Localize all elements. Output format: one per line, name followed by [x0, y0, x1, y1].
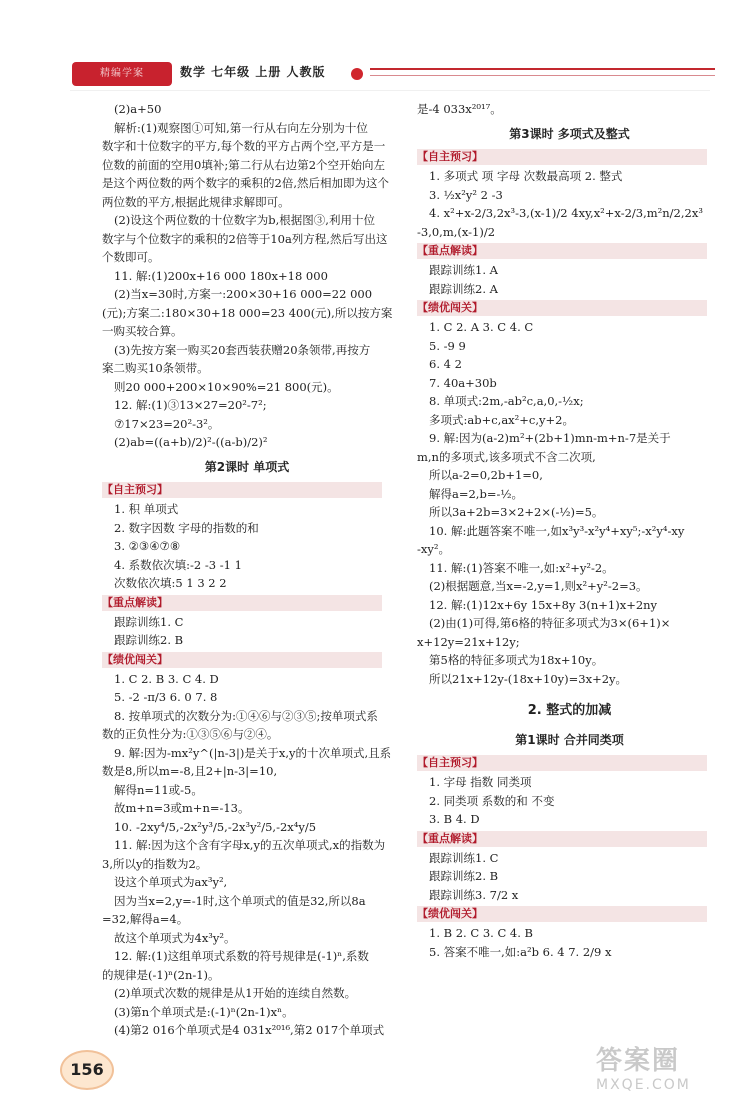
answer-line: 8. 单项式:2m,-ab²c,a,0,-½x; — [429, 394, 584, 408]
answer-line: (3)第n个单项式是:(-1)ⁿ(2n-1)xⁿ。 — [114, 1004, 294, 1019]
answer-line: 跟踪训练1. A — [429, 263, 498, 277]
answer-line: 1. C 2. B 3. C 4. D — [114, 671, 219, 686]
answer-line: 1. 字母 指数 同类项 — [429, 775, 532, 789]
answer-line: 3. ②③④⑦⑧ — [114, 539, 181, 553]
answer-line: 11. 解:(1)200x+16 000 180x+18 000 — [114, 268, 328, 283]
section-heading: 第1课时 合并同类项 — [515, 732, 624, 747]
section-label: 【绩优闯关】 — [102, 652, 382, 668]
answer-line: 12. 解:(1)12x+6y 15x+8y 3(n+1)x+2ny — [429, 597, 658, 612]
answer-line: 是-4 033x²⁰¹⁷。 — [417, 102, 502, 116]
answer-line: 次数依次填:5 1 3 2 2 — [114, 576, 227, 590]
answer-line: 跟踪训练2. B — [114, 633, 184, 647]
section-label: 【绩优闯关】 — [417, 300, 707, 316]
answer-line: 5. 答案不唯一,如:a²b 6. 4 7. 2/9 x — [429, 944, 612, 959]
answer-line: ⑦17×23=20²-3²。 — [114, 416, 220, 431]
answer-line: 2. 同类项 系数的和 不变 — [429, 793, 555, 808]
section-heading: 第3课时 多项式及整式 — [509, 126, 630, 141]
answer-line: 故m+n=3或m+n=-13。 — [114, 801, 250, 815]
answer-line: 则20 000+200×10×90%=21 800(元)。 — [114, 379, 339, 394]
answer-line: 10. 解:此题答案不唯一,如x³y³-x²y⁴+xy⁵;-x²y⁴-xy — [429, 523, 685, 538]
answer-line: 位数的前面的空用0填补;第二行从右边第2个空开始向左 — [102, 157, 386, 172]
answer-line: 6. 4 2 — [429, 357, 462, 371]
right-column — [417, 100, 722, 961]
section-label: 【重点解读】 — [417, 831, 707, 847]
answer-line: 故这个单项式为4x³y²。 — [114, 930, 236, 945]
answer-line: 11. 解:(1)答案不唯一,如:x²+y²-2。 — [429, 560, 614, 575]
answer-line: 解得a=2,b=-½。 — [429, 486, 523, 501]
watermark-logo: 答案圈 — [596, 1046, 681, 1076]
answer-line: (2)ab=((a+b)/2)²-((a-b)/2)² — [114, 435, 268, 449]
answer-line: 9. 解:因为(a-2)m²+(2b+1)mn-m+n-7是关于 — [429, 431, 671, 445]
header-rule-thin — [370, 75, 715, 76]
section-label: 【重点解读】 — [102, 595, 382, 611]
section-heading: 第2课时 单项式 — [204, 459, 290, 474]
answer-line: 数是8,所以m=-8,且2+|n-3|=10, — [102, 764, 278, 778]
answer-line: 所以a-2=0,2b+1=0, — [429, 468, 543, 482]
answer-line: (2)当x=30时,方案一:200×30+16 000=22 000 — [114, 287, 373, 301]
answer-line: (2)单项式次数的规律是从1开始的连续自然数。 — [114, 986, 357, 1000]
answer-line: 数的正负性分为:①③⑤⑥与②④。 — [102, 727, 279, 741]
answer-line: (元);方案二:180×30+18 000=23 400(元),所以按方案 — [102, 305, 393, 320]
answer-line: 所以3a+2b=3×2+2×(-½)=5。 — [429, 505, 604, 519]
watermark-url: MXQE.COM — [596, 1077, 691, 1093]
answer-line: 案二购买10条领带。 — [102, 361, 209, 375]
answer-line: 4. 系数依次填:-2 -3 -1 1 — [114, 557, 242, 572]
answer-line: (2)根据题意,当x=-2,y=1,则x²+y²-2=3。 — [429, 579, 648, 593]
answer-line: 5. -9 9 — [429, 338, 466, 353]
book-title: 数学 七年级 上册 人教版 — [180, 65, 326, 79]
answer-line: 数字与个位数字的乘积的2倍等于10a列方程,然后写出这 — [102, 231, 388, 246]
answer-line: -xy²。 — [417, 542, 450, 556]
section-heading: 2. 整式的加减 — [527, 703, 612, 718]
watermark — [596, 1040, 736, 1100]
left-column — [102, 100, 392, 1040]
answer-line: 12. 解:(1)③13×27=20²-7²; — [114, 398, 267, 412]
answer-line: 的规律是(-1)ⁿ(2n-1)。 — [102, 967, 220, 982]
answer-line: 3. B 4. D — [429, 812, 480, 826]
answer-line: 个数即可。 — [102, 250, 160, 264]
answer-line: 两位数的平方,根据此规律求解即可。 — [102, 194, 290, 209]
section-label: 【自主预习】 — [417, 149, 707, 165]
answer-line: 解析:(1)观察图①可知,第一行从右向左分别为十位 — [114, 120, 368, 135]
answer-line: 4. x²+x-2/3,2x³-3,(x-1)/2 4xy,x²+x-2/3,m²n/2,2x³ — [429, 206, 703, 220]
answer-line: 3. ½x²y² 2 -3 — [429, 187, 503, 202]
answer-line: 3,所以y的指数为2。 — [102, 856, 208, 871]
answer-line: 数字和十位数字的平方,每个数的平方占两个空,平方是一 — [102, 139, 386, 153]
header-dot — [351, 68, 363, 80]
section-label: 【重点解读】 — [417, 243, 707, 259]
section-label: 【绩优闯关】 — [417, 906, 707, 922]
answer-line: m,n的多项式,该多项式不含二次项, — [417, 449, 596, 464]
answer-line: (4)第2 016个单项式是4 031x²⁰¹⁶,第2 017个单项式 — [114, 1023, 385, 1037]
answer-line: -3,0,m,(x-1)/2 — [417, 224, 496, 239]
answer-line: =32,解得a=4。 — [102, 912, 189, 926]
answer-line: 跟踪训练1. C — [429, 850, 499, 865]
divider — [70, 90, 710, 91]
answer-line: 设这个单项式为ax³y², — [114, 875, 228, 889]
section-label: 【自主预习】 — [102, 482, 382, 498]
answer-line: 跟踪训练2. A — [429, 281, 498, 296]
answer-line: 所以21x+12y-(18x+10y)=3x+2y。 — [429, 671, 628, 686]
answer-line: 1. B 2. C 3. C 4. B — [429, 926, 533, 940]
answer-line: 12. 解:(1)这组单项式系数的符号规律是(-1)ⁿ,系数 — [114, 949, 369, 963]
answer-line: 多项式:ab+c,ax²+c,y+2。 — [429, 412, 574, 427]
answer-line: 1. 多项式 项 字母 次数最高项 2. 整式 — [429, 169, 623, 183]
answer-line: 跟踪训练3. 7/2 x — [429, 887, 519, 902]
answer-line: 10. -2xy⁴/5,-2x²y³/5,-2x³y²/5,-2x⁴y/5 — [114, 819, 317, 834]
answer-line: (2)由(1)可得,第6格的特征多项式为3×(6+1)× — [429, 616, 671, 630]
answer-line: x+12y=21x+12y; — [417, 634, 520, 649]
header-rule — [370, 68, 715, 70]
answer-line: (2)a+50 — [114, 102, 162, 116]
answer-line: (3)先按方案一购买20套西装获赠20条领带,再按方 — [114, 342, 371, 357]
answer-line: 11. 解:因为这个含有字母x,y的五次单项式,x的指数为 — [114, 838, 386, 852]
answer-line: 跟踪训练2. B — [429, 869, 499, 883]
answer-line: 跟踪训练1. C — [114, 614, 184, 629]
answer-line: 一购买较合算。 — [102, 324, 183, 338]
answer-line: 9. 解:因为-mx²y^(|n-3|)是关于x,y的十次单项式,且系 — [114, 745, 392, 760]
answer-line: 2. 数字因数 字母的指数的和 — [114, 520, 259, 535]
book-tag: 精编学案 — [72, 62, 172, 86]
answer-line: 因为当x=2,y=-1时,这个单项式的值是32,所以8a — [114, 893, 366, 908]
answer-line: 第5格的特征多项式为18x+10y。 — [429, 653, 604, 667]
answer-line: 解得n=11或-5。 — [114, 782, 203, 797]
section-label: 【自主预习】 — [417, 755, 707, 771]
answer-line: 8. 按单项式的次数分为:①④⑥与②③⑤;按单项式系 — [114, 708, 378, 723]
answer-line: 是这个两位数的两个数字的乘积的2倍,然后相加即为这个 — [102, 176, 389, 190]
answer-line: 5. -2 -π/3 6. 0 7. 8 — [114, 690, 218, 704]
answer-line: 1. 积 单项式 — [114, 502, 179, 516]
page-number: 156 — [60, 1050, 114, 1090]
answer-line: (2)设这个两位数的十位数字为b,根据图③,利用十位 — [114, 213, 375, 227]
answer-line: 1. C 2. A 3. C 4. C — [429, 320, 534, 334]
answer-line: 7. 40a+30b — [429, 375, 497, 390]
